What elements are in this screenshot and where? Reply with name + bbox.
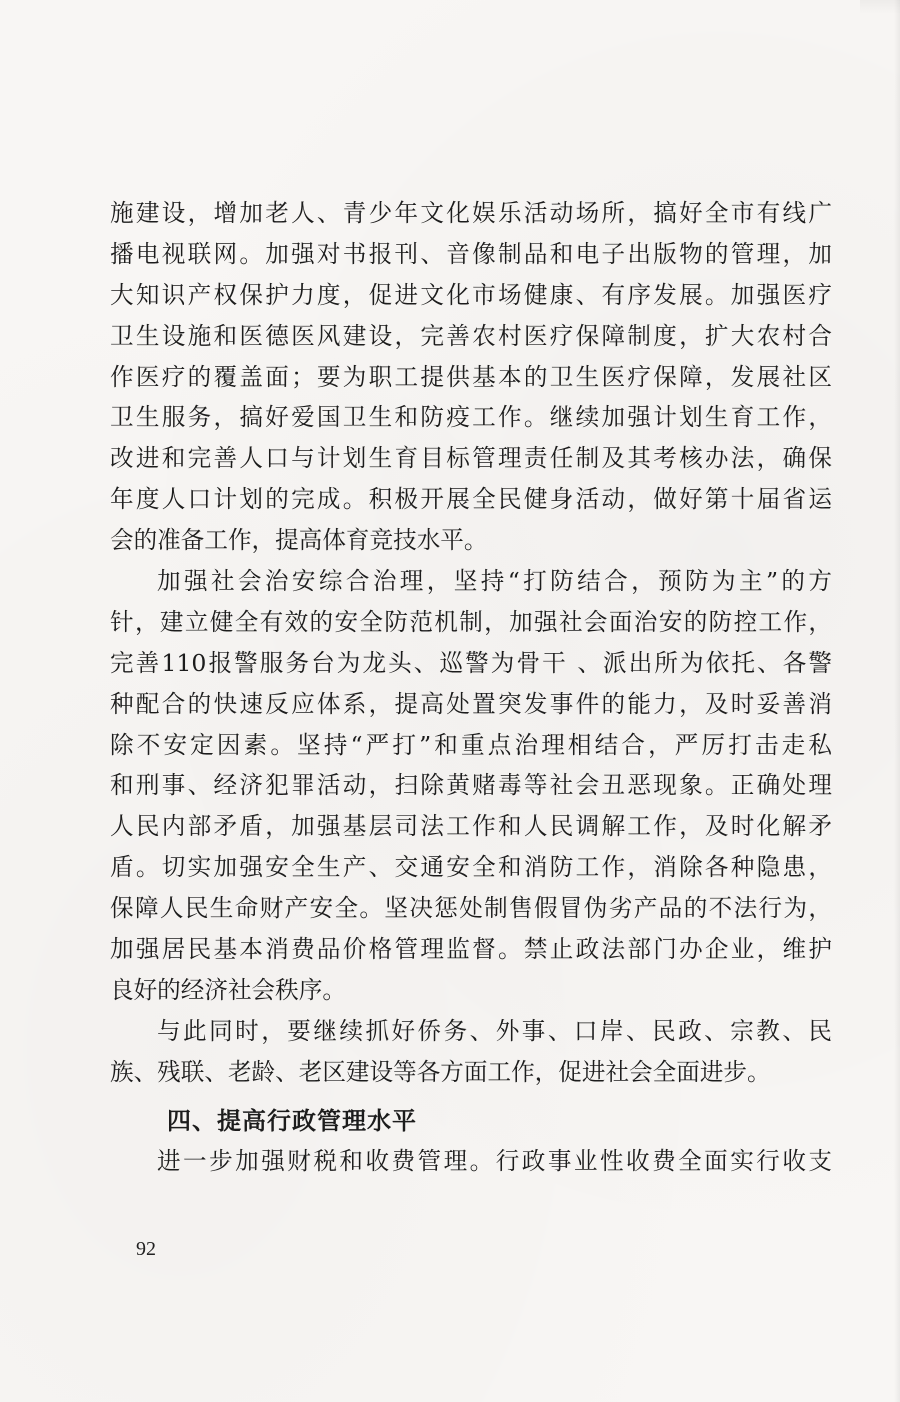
text-line: 良好的经济社会秩序。 — [110, 975, 346, 1004]
text-line: 与此同时，要继续抓好侨务、外事、口岸、民政、宗教、民 — [157, 1016, 832, 1045]
text-line: 针，建立健全有效的安全防范机制，加强社会面治安的防控工作， — [110, 607, 832, 636]
paragraph-fiscal-management — [110, 1141, 832, 1182]
paragraph-culture-health — [110, 193, 832, 561]
paragraph-social-affairs — [110, 1011, 832, 1093]
text-line: 完善110报警服务台为龙头、巡警为骨干 、派出所为依托、各警 — [110, 648, 832, 677]
text-line: 盾。切实加强安全生产、交通安全和消防工作，消除各种隐患， — [110, 853, 832, 882]
text-line: 加强居民基本消费品价格管理监督。禁止政法部门办企业，维护 — [110, 935, 832, 964]
text-line: 卫生设施和医德医风建设，完善农村医疗保障制度，扩大农村合 — [110, 321, 832, 350]
text-line: 种配合的快速反应体系，提高处置突发事件的能力，及时妥善消 — [110, 689, 832, 718]
text-line: 年度人口计划的完成。积极开展全民健身活动，做好第十届省运 — [110, 485, 832, 514]
page-corner-shadow — [860, 0, 900, 14]
body-text — [110, 193, 832, 1182]
text-line: 作医疗的覆盖面；要为职工提供基本的卫生医疗保障，发展社区 — [110, 362, 832, 391]
text-line: 大知识产权保护力度，促进文化市场健康、有序发展。加强医疗 — [110, 280, 832, 309]
text-line: 卫生服务，搞好爱国卫生和防疫工作。继续加强计划生育工作， — [110, 403, 832, 432]
text-line: 保障人民生命财产安全。坚决惩处制售假冒伪劣产品的不法行为， — [110, 894, 832, 923]
text-line: 加强社会治安综合治理，坚持“打防结合，预防为主”的方 — [157, 567, 832, 596]
page-number: 92 — [136, 1238, 156, 1260]
page-edge-shadow — [894, 0, 900, 1402]
text-line: 族、残联、老龄、老区建设等各方面工作，促进社会全面进步。 — [110, 1057, 771, 1086]
text-line: 会的准备工作，提高体育竞技水平。 — [110, 526, 488, 555]
section-heading: 四、提高行政管理水平 — [167, 1106, 417, 1135]
text-line: 播电视联网。加强对书报刊、音像制品和电子出版物的管理，加 — [110, 239, 832, 268]
text-line: 人民内部矛盾，加强基层司法工作和人民调解工作，及时化解矛 — [110, 812, 832, 841]
text-line: 改进和完善人口与计划生育目标管理责任制及其考核办法，确保 — [110, 444, 832, 473]
text-line: 除不安定因素。坚持“严打”和重点治理相结合，严厉打击走私 — [110, 730, 832, 759]
text-line: 和刑事、经济犯罪活动，扫除黄赌毒等社会丑恶现象。正确处理 — [110, 771, 832, 800]
text-line: 进一步加强财税和收费管理。行政事业性收费全面实行收支 — [157, 1147, 832, 1176]
paragraph-public-security — [110, 561, 832, 1011]
text-line: 施建设，增加老人、青少年文化娱乐活动场所，搞好全市有线广 — [110, 199, 832, 227]
